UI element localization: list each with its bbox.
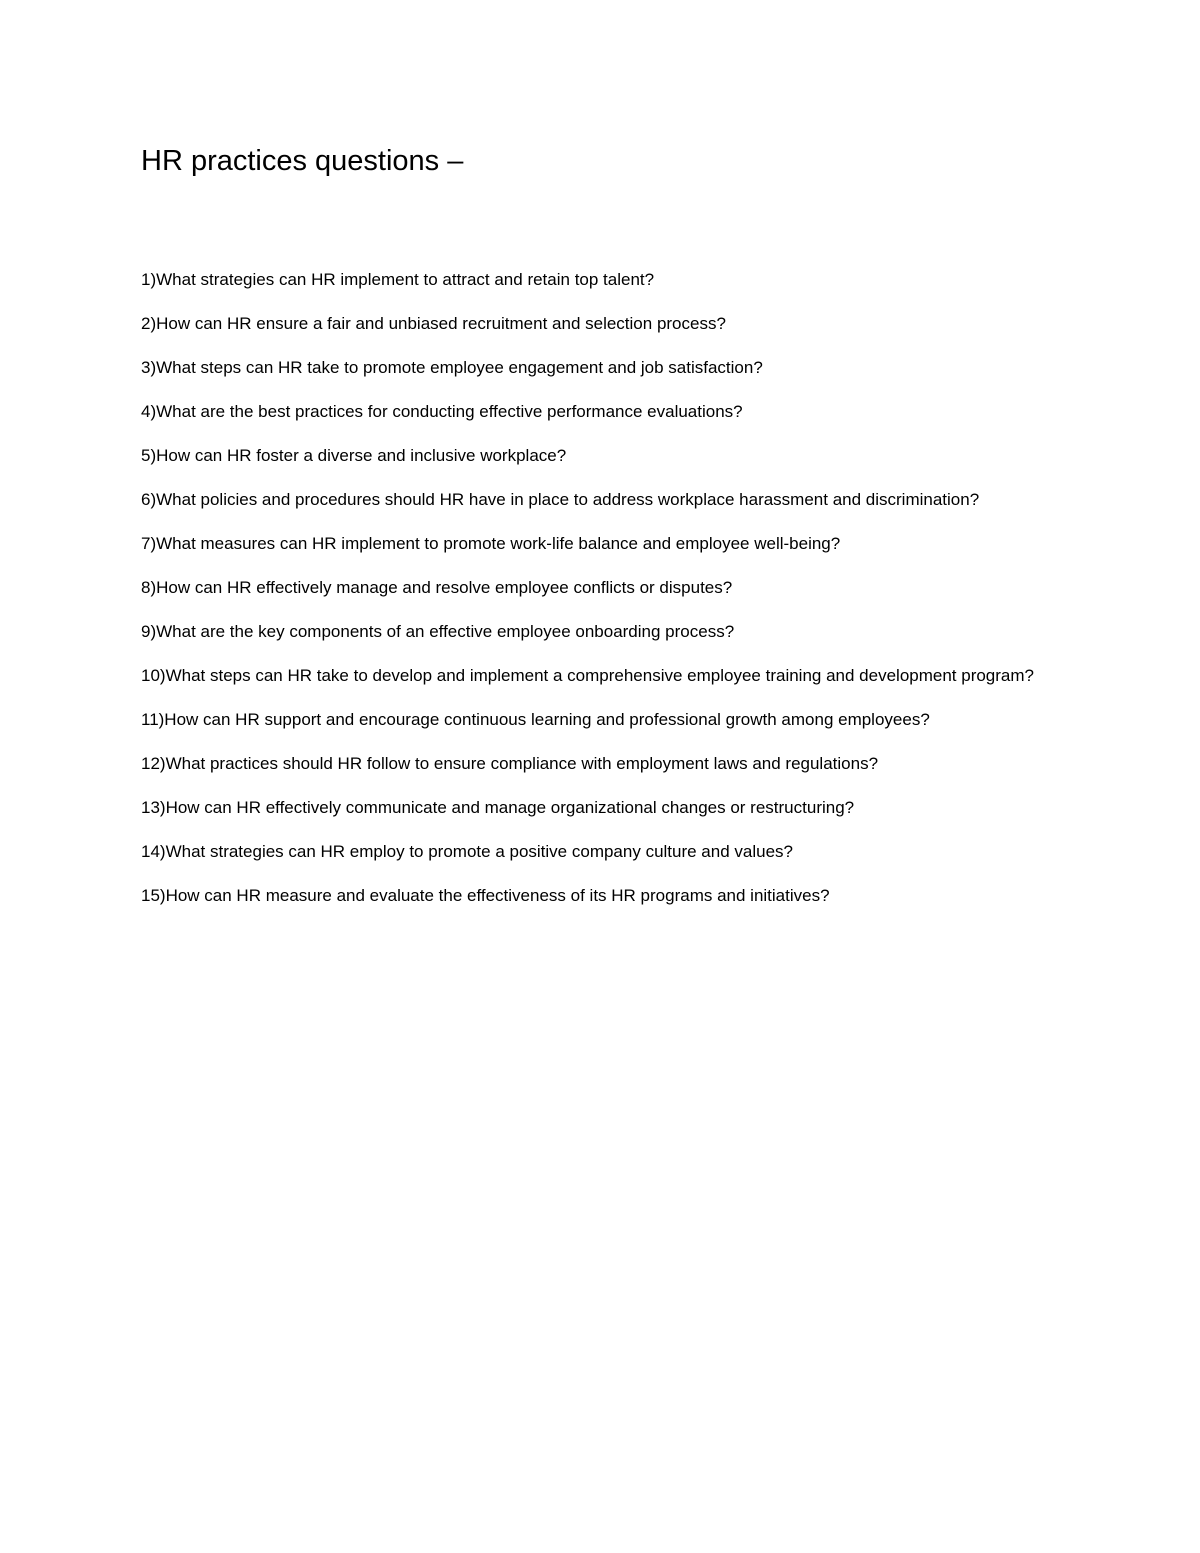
question-item: 4)What are the best practices for conducting effective performance evaluations? — [141, 402, 743, 421]
question-item: 2)How can HR ensure a fair and unbiased recruitment and selection process? — [141, 314, 726, 333]
page-title: HR practices questions – — [141, 145, 464, 177]
question-item: 10)What steps can HR take to develop and implement a comprehensive employee training and development program? — [141, 666, 1034, 685]
question-item: 7)What measures can HR implement to promote work-life balance and employee well-being? — [141, 534, 841, 553]
question-item: 5)How can HR foster a diverse and inclusive workplace? — [141, 446, 567, 465]
question-item: 6)What policies and procedures should HR have in place to address workplace harassment and discrimination? — [141, 490, 980, 509]
question-list — [141, 266, 1081, 926]
question-item: 3)What steps can HR take to promote employee engagement and job satisfaction? — [141, 358, 763, 377]
question-item: 14)What strategies can HR employ to promote a positive company culture and values? — [141, 842, 793, 861]
question-item: 11)How can HR support and encourage continuous learning and professional growth among employees? — [141, 710, 930, 729]
question-item: 15)How can HR measure and evaluate the effectiveness of its HR programs and initiatives? — [141, 886, 830, 905]
question-item: 1)What strategies can HR implement to attract and retain top talent? — [141, 270, 655, 289]
question-item: 13)How can HR effectively communicate and manage organizational changes or restructuring? — [141, 798, 855, 817]
question-item: 8)How can HR effectively manage and resolve employee conflicts or disputes? — [141, 578, 733, 597]
question-item: 9)What are the key components of an effective employee onboarding process? — [141, 622, 735, 641]
question-item: 12)What practices should HR follow to ensure compliance with employment laws and regulations? — [141, 754, 879, 773]
